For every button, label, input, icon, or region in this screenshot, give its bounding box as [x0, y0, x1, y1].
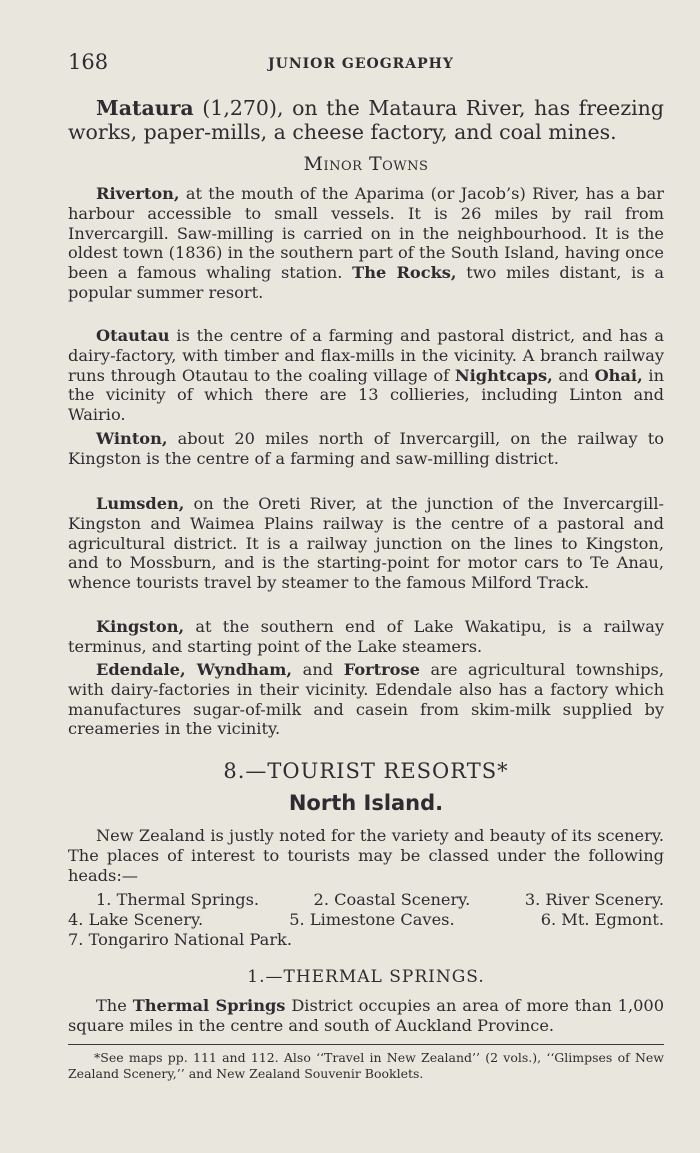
page-header	[68, 50, 658, 78]
paragraph-edendale	[68, 660, 664, 739]
paragraph-riverton	[68, 184, 664, 303]
list-item: 7. Tongariro National Park.	[68, 929, 293, 949]
section-heading: 8.—TOURIST RESORTS*	[223, 759, 509, 783]
heads-row	[68, 930, 664, 950]
place-name: Winton,	[96, 429, 168, 448]
list-item: 4. Lake Scenery.	[68, 909, 204, 929]
list-item: 3. River Scenery.	[524, 890, 664, 909]
list-item: 5. Limestone Caves.	[289, 909, 455, 929]
paragraph-mataura	[68, 96, 664, 144]
place-name: Otautau	[96, 326, 170, 345]
heads-row	[68, 890, 664, 910]
paragraph-text: on the Oreti River, at the junction of the Invercargill-Kingston and Waimea Plains railway is the centre of a pastoral and agricultural district. It is a railway junction on the lines to Kingston, and to Mossburn, and is the starting-point for motor cars to Te Anau, whence tourists travel by steamer to the famous Milford Track.	[68, 494, 664, 593]
footnote-divider	[68, 1044, 664, 1045]
place-name: Ohai,	[594, 365, 643, 385]
place-name: Kingston,	[96, 617, 185, 636]
heads-row	[68, 910, 664, 930]
paragraph-lumsden	[68, 494, 664, 593]
minor-towns-heading: Minor Towns	[303, 153, 429, 175]
paragraph-winton	[68, 429, 664, 469]
paragraph-text: in the vicinity of which there are 13 collieries, including Linton and Wairio.	[68, 365, 665, 425]
place-name: Nightcaps,	[454, 365, 553, 385]
paragraph-text: two miles distant, is a popular summer resort.	[68, 263, 664, 302]
paragraph-text: and	[552, 365, 595, 385]
paragraph-text: The	[96, 996, 133, 1015]
heads-list	[68, 890, 664, 949]
paragraph-text: at the mouth of the Aparima (or Jacob’s) River, has a bar harbour accessible to small vessels. It is 26 miles by rail from Invercargill. Saw-milling is carried on in the neighbourhood. It is the oldest town (1836) in the southern part of the South Island, having once been a famous whaling station.	[68, 184, 664, 283]
paragraph-text: and	[292, 660, 344, 679]
place-name: The Rocks,	[352, 263, 457, 283]
page-number: 168	[68, 50, 109, 74]
paragraph-intro: New Zealand is justly noted for the variety and beauty of its scenery. The places of interest to tourists may be classed under the following heads:—	[68, 826, 664, 885]
place-name: Fortrose	[343, 660, 420, 679]
thermal-springs-heading: 1.—THERMAL SPRINGS.	[247, 967, 485, 987]
north-island-heading: North Island.	[288, 791, 444, 815]
paragraph-text: District occupies an area of more than 1,000 square miles in the centre and south of Auckland Province.	[68, 996, 665, 1035]
place-name: Thermal Springs	[132, 996, 286, 1015]
paragraph-otautau	[68, 326, 664, 425]
place-name: Edendale, Wyndham,	[96, 660, 293, 679]
paragraph-thermal	[68, 996, 664, 1036]
place-name: Lumsden,	[96, 494, 185, 513]
footnote: *See maps pp. 111 and 112. Also ‘‘Travel in New Zealand’’ (2 vols.), ‘‘Glimpses of New Zealand Scenery,’’ and New Zealand Souvenir Booklets.	[68, 1050, 664, 1081]
place-name: Riverton,	[96, 184, 180, 203]
paragraph-text: (1,270), on the Mataura River, has freezing works, paper-mills, a cheese factory, and coal mines.	[68, 96, 664, 144]
list-item: 2. Coastal Scenery.	[313, 890, 471, 909]
running-title: JUNIOR GEOGRAPHY	[268, 56, 454, 72]
paragraph-kingston	[68, 617, 664, 657]
paragraph-text: are agricultural townships, with dairy-factories in their vicinity. Edendale also has a factory which manufactures sugar-of-milk and casein from skim-milk supplied by creameries in the vicinity.	[68, 660, 665, 739]
list-item: 6. Mt. Egmont.	[540, 909, 664, 929]
paragraph-text: at the southern end of Lake Wakatipu, is a railway terminus, and starting point of the Lake steamers.	[68, 617, 664, 656]
list-item: 1. Thermal Springs.	[96, 890, 260, 909]
place-name: Mataura	[96, 96, 194, 120]
paragraph-text: is the centre of a farming and pastoral district, and has a dairy-factory, with timber and flax-mills in the vicinity. A branch railway runs through Otautau to the coaling village of	[68, 326, 664, 385]
paragraph-text: about 20 miles north of Invercargill, on the railway to Kingston is the centre of a farming and saw-milling district.	[68, 429, 664, 468]
